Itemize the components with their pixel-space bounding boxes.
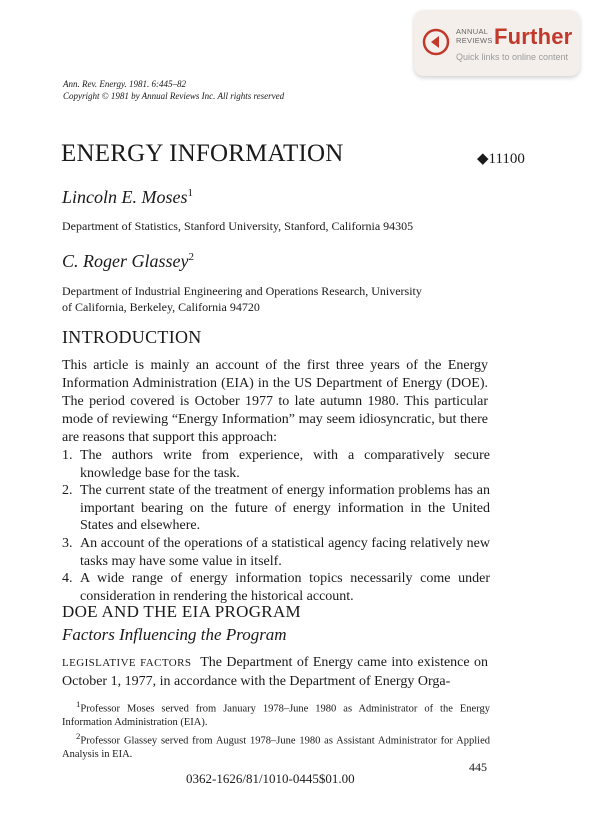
reasons-list bbox=[62, 447, 490, 605]
further-badge[interactable] bbox=[414, 10, 580, 76]
section-paragraph: LEGISLATIVE FACTORS The Department of Energy came into existence on October 1, 1977, in accordance with the Department of Energy Orga- bbox=[62, 655, 488, 689]
journal-citation: Ann. Rev. Energy. 1981. 6:445–82 Copyright © 1981 by Annual Reviews Inc. All rights reserved bbox=[63, 79, 285, 101]
list-item: 2. The current state of the treatment of energy information problems has an important bearing on the future of energy information in the United States and elsewhere. bbox=[62, 483, 490, 534]
intro-paragraph: This article is mainly an account of the first three years of the Energy Information Administration (EIA) in the US Department of Energy (DOE). The period covered is October 1977 to late autumn 1980. This particular mode of reviewing “Energy Information” may seem idiosyncratic, but there are reasons that support this approach: bbox=[62, 358, 488, 445]
arrow-circle-icon bbox=[422, 28, 450, 56]
author-name: Lincoln E. Moses$^1$ bbox=[62, 187, 193, 207]
quick-links-label: Quick links to online content bbox=[456, 52, 569, 62]
list-item: 4. A wide range of energy information topics necessarily come under consideration in rendering the historical account. bbox=[62, 571, 490, 604]
section-heading: INTRODUCTION bbox=[62, 327, 202, 347]
issn-line: 0362-1626/81/1010-0445$01.00 bbox=[186, 771, 355, 786]
list-item: 1. The authors write from experience, with a comparatively secure knowledge base for the task. bbox=[62, 448, 490, 481]
further-label: Further bbox=[494, 24, 573, 49]
list-item: 3. An account of the operations of a statistical agency facing relatively new tasks may have some value in itself. bbox=[62, 535, 490, 569]
author-affiliation: Department of Industrial Engineering and Operations Research, University of California, Berkeley, California 94720 bbox=[62, 284, 422, 314]
section-heading: DOE AND THE EIA PROGRAM bbox=[62, 602, 301, 621]
author-affiliation: Department of Statistics, Stanford University, Stanford, California 94305 bbox=[62, 219, 414, 233]
page-number: 445 bbox=[469, 760, 487, 774]
author-name: C. Roger Glassey$^2$ bbox=[62, 251, 194, 271]
annual-reviews-logo-text: ANNUAL REVIEWS bbox=[456, 27, 493, 45]
footnote: $^1$Professor Moses served from January 1978–June 1980 as Administrator of the Energy Information Administration (EIA). bbox=[62, 699, 490, 728]
subsection-heading: Factors Influencing the Program bbox=[62, 625, 287, 644]
footnote: $^2$Professor Glassey served from August 1978–June 1980 as Assistant Administrator for Applied Analysis in EIA. bbox=[62, 730, 490, 760]
article-title: ENERGY INFORMATION bbox=[61, 140, 344, 167]
article-code: ◆11100 bbox=[477, 151, 525, 167]
footnotes bbox=[62, 698, 490, 761]
run-in-heading: LEGISLATIVE FACTORS bbox=[62, 657, 192, 669]
